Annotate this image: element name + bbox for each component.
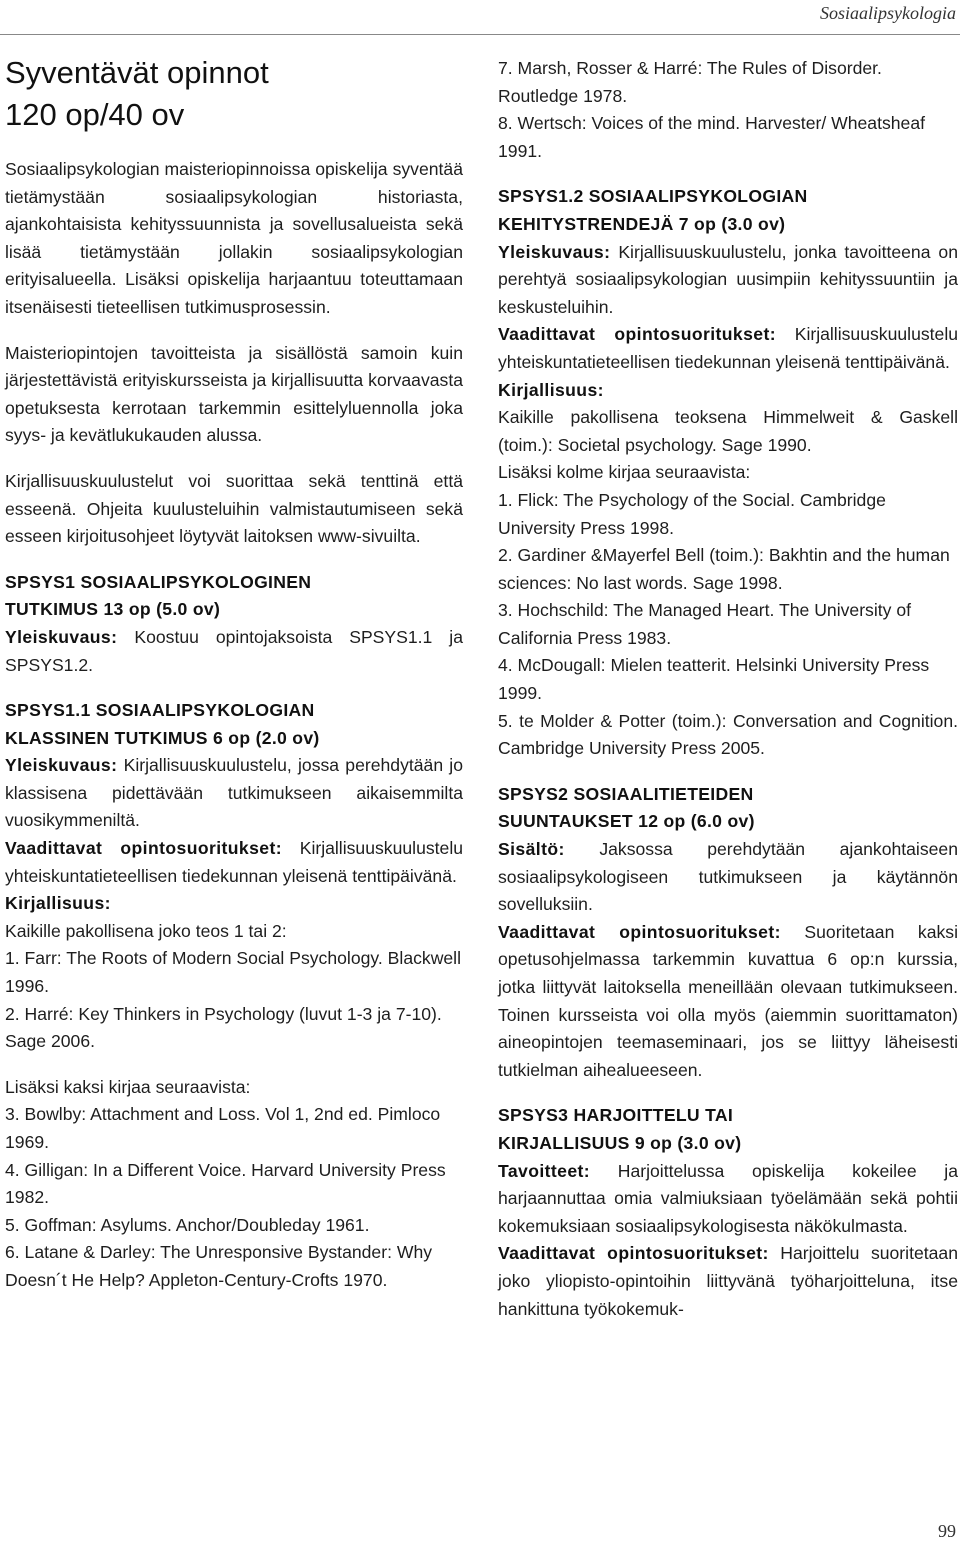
field-text: Harjoittelu suoritetaan joko yliopisto-opintoihin liittyvänä työharjoitteluna, itse hankittuna työkokemuk- [498, 1243, 958, 1319]
section-heading [5, 569, 463, 624]
section-spsys12 [498, 183, 958, 762]
field-label: Yleiskuvaus: [5, 626, 118, 647]
literature-item: 2. Gardiner &Mayerfel Bell (toim.): Bakhtin and the human sciences: No last words. Sage 1998. [498, 545, 950, 593]
literature-main: Kaikille pakollisena teoksena Himmelweit & Gaskell (toim.): Societal psychology. Sage 1990. [498, 407, 958, 455]
literature-label: Kirjallisuus: [5, 893, 111, 914]
field-text: Koostuu opintojaksoista SPSYS1.1 ja SPSYS1.2. [5, 626, 464, 675]
literature-item: 2. Harré: Key Thinkers in Psychology (luvut 1-3 ja 7-10). Sage 2006. [5, 1003, 442, 1052]
literature-item: 7. Marsh, Rosser & Harré: The Rules of Disorder. Routledge 1978. [498, 58, 882, 106]
section-requirements [498, 919, 958, 1085]
section-spsys3 [498, 1102, 958, 1323]
header-rule [0, 34, 960, 35]
literature-item: 4. Gilligan: In a Different Voice. Harvard University Press 1982. [5, 1159, 446, 1208]
literature-intro: Kaikille pakollisena joko teos 1 tai 2: [5, 920, 287, 941]
section-heading-line: KIRJALLISUUS 9 op (3.0 ov) [498, 1132, 742, 1153]
field-text: Harjoittelussa opiskelija kokeilee ja harjaannuttaa omia valmiuksiaan työelämään sekä pohtii kokemuksiaan sosiaalipsykologisesta näkökulmasta. [498, 1160, 958, 1236]
section-description [498, 836, 958, 919]
literature-extra-intro: Lisäksi kolme kirjaa seuraavista: [498, 462, 751, 483]
literature-label: Kirjallisuus: [498, 379, 604, 400]
literature-item: 5. Goffman: Asylums. Anchor/Doubleday 1961. [5, 1214, 370, 1235]
running-head: Sosiaalipsykologia [820, 3, 956, 23]
section-heading-line: SPSYS2 SOSIAALITIETEIDEN [498, 783, 754, 804]
exam-paragraph: Kirjallisuuskuulustelut voi suorittaa sekä tenttinä että esseenä. Ohjeita kuulusteluihin valmistautumiseen sekä esseen kirjoitusohjeet löytyvät laitoksen www-sivuilta. [5, 470, 463, 547]
literature-item: 6. Latane & Darley: The Unresponsive Bystander: Why Doesn´t He Help? Appleton-Century-Crofts 1970. [5, 1242, 433, 1290]
field-label: Vaadittavat opintosuoritukset: [5, 838, 283, 859]
section-requirements [498, 1240, 958, 1323]
field-label: Vaadittavat opintosuoritukset: [498, 324, 777, 345]
section-heading-line: SPSYS1 SOSIAALIPSYKOLOGINEN [5, 571, 312, 592]
section-heading-line: SPSYS3 HARJOITTELU TAI [498, 1105, 734, 1126]
section-goals [498, 1158, 958, 1241]
section-heading [498, 183, 958, 238]
section-requirements [498, 321, 958, 376]
section-spsys2 [498, 781, 958, 1085]
literature-item: 1. Farr: The Roots of Modern Social Psychology. Blackwell 1996. [5, 948, 462, 997]
section-heading-line: SPSYS1.2 SOSIAALIPSYKOLOGIAN [498, 186, 808, 207]
section-heading-line: KLASSINEN TUTKIMUS 6 op (2.0 ov) [5, 727, 320, 748]
field-label: Vaadittavat opintosuoritukset: [498, 921, 781, 942]
section-spsys11 [5, 697, 463, 1294]
overview-paragraph: Maisteriopintojen tavoitteista ja sisällöstä samoin kuin järjestettävistä erityiskursseista ja kirjallisuutta korvaavasta opetuksesta kerrotaan tarkemmin esittelyluennolla joka syys- ja kevätlukukauden alussa. [5, 342, 463, 446]
field-label: Yleiskuvaus: [498, 241, 611, 262]
page-number: 99 [938, 1521, 956, 1541]
section-description [5, 752, 463, 835]
page-title-line1: Syventävät opinnot [5, 55, 269, 90]
field-label: Tavoitteet: [498, 1160, 591, 1181]
literature-item: 3. Hochschild: The Managed Heart. The University of California Press 1983. [498, 600, 912, 648]
section-description [498, 239, 958, 322]
section-heading-line: SPSYS1.1 SOSIAALIPSYKOLOGIAN [5, 700, 315, 721]
literature-item: 3. Bowlby: Attachment and Loss. Vol 1, 2nd ed. Pimloco 1969. [5, 1104, 441, 1152]
section-heading-line: TUTKIMUS 13 op (5.0 ov) [5, 599, 221, 620]
literature-item: 1. Flick: The Psychology of the Social. Cambridge University Press 1998. [498, 489, 886, 538]
intro-paragraph: Sosiaalipsykologian maisteriopinnoissa opiskelija syventää tietämystään sosiaalipsykologian historiasta, ajankohtaisista kehityssuunnista ja sovellusalueista sekä lisää tietämystään jollakin sosiaalipsykologian erityisalueella. Lisäksi opiskelija harjaantuu toteuttamaan itsenäisesti tieteellisen tutkimusprosessin. [5, 159, 463, 317]
literature-item: 8. Wertsch: Voices of the mind. Harvester/ Wheatsheaf 1991. [498, 113, 926, 161]
section-requirements [5, 835, 463, 890]
section-spsys1 [5, 569, 463, 679]
right-column [498, 55, 958, 1323]
section-heading [498, 781, 958, 836]
section-heading [498, 1102, 958, 1157]
literature-item: 4. McDougall: Mielen teatterit. Helsinki University Press 1999. [498, 655, 930, 704]
section-heading-line: SUUNTAUKSET 12 op (6.0 ov) [498, 811, 755, 832]
left-column [5, 52, 463, 1295]
field-text: Kirjallisuuskuulustelu yhteiskuntatieteellisen tiedekunnan yleisenä tenttipäivänä. [5, 838, 464, 886]
section-heading-line: KEHITYSTRENDEJÄ 7 op (3.0 ov) [498, 213, 786, 234]
field-text: Kirjallisuuskuulustelu yhteiskuntatieteellisen tiedekunnan yleisenä tenttipäivänä. [498, 324, 959, 372]
literature-item: 5. te Molder & Potter (toim.): Conversation and Cognition. Cambridge University Press 2005. [498, 710, 958, 759]
page-title [5, 52, 463, 136]
literature-extra-intro: Lisäksi kaksi kirjaa seuraavista: [5, 1076, 251, 1097]
section-description [5, 624, 463, 679]
field-text: Suoritetaan kaksi opetusohjelmassa tarkemmin kuvattua 6 op:n kurssia, jotka liittyvät laitoksella meneillään olevaan tutkimukseen. Toinen kursseista voi olla myös (aiemmin suorittamaton) aineopintojen teemaseminaari, jos se liittyy läheisesti tutkielman aihealueeseen. [498, 921, 958, 1080]
page-title-line2: 120 op/40 ov [5, 97, 185, 132]
field-label: Vaadittavat opintosuoritukset: [498, 1243, 769, 1264]
field-label: Sisältö: [498, 839, 565, 860]
section-heading [5, 697, 463, 752]
field-label: Yleiskuvaus: [5, 755, 118, 776]
field-text: Kirjallisuuskuulustelu, jonka tavoitteena on perehtyä sosiaalipsykologian uusimpiin kehityssuuntiin ja keskusteluihin. [498, 241, 958, 317]
field-text: Kirjallisuuskuulustelu, jossa perehdytään jo klassisena pidettävään tutkimukseen aikaisemmilta vuosikymmeniltä. [5, 755, 464, 831]
field-text: Jaksossa perehdytään ajankohtaiseen sosiaalipsykologiseen tutkimukseen ja käytännön sovelluksiin. [498, 839, 958, 915]
